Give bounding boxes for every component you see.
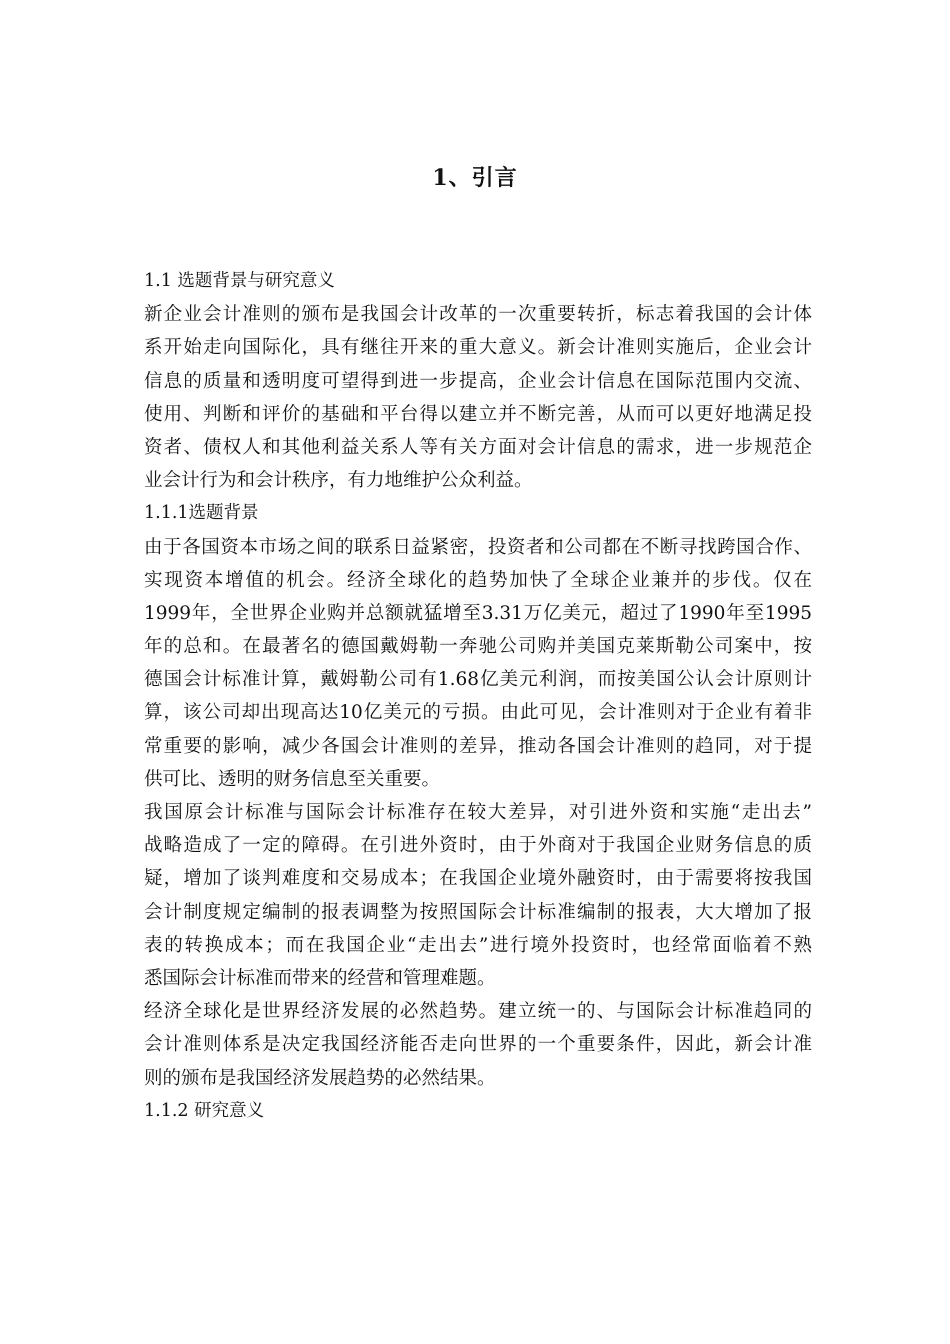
section-heading: 1.1.1选题背景: [144, 503, 259, 524]
document-body: [144, 265, 812, 1128]
paragraph: [144, 531, 812, 797]
paragraph: [144, 298, 812, 497]
text-line: 疑，增加了谈判难度和交易成本；在我国企业境外融资时，由于需要将按我国: [144, 868, 812, 890]
text-line: 算，该公司却出现高达10亿美元的亏损。由此可见，会计准则对于企业有着非: [144, 702, 812, 724]
text-line: 悉国际会计标准而带来的经营和管理难题。: [144, 967, 496, 989]
text-line: 则的颁布是我国经济发展趋势的必然结果。: [144, 1067, 496, 1089]
section-heading: 1.1.2 研究意义: [144, 1100, 265, 1121]
text-line: 经济全球化是世界经济发展的必然趋势。建立统一的、与国际会计标准趋同的: [144, 1001, 812, 1023]
text-line: 新企业会计准则的颁布是我国会计改革的一次重要转折，标志着我国的会计体: [144, 304, 812, 326]
text-line: 德国会计标准计算，戴姆勒公司有1.68亿美元利润，而按美国公认会计原则计: [144, 669, 812, 691]
paragraph: [144, 796, 812, 995]
text-line: 信息的质量和透明度可望得到进一步提高，企业会计信息在国际范围内交流、: [144, 370, 812, 392]
text-line: 1999年，全世界企业购并总额就猛增至3.31万亿美元，超过了1990年至1995: [144, 602, 812, 624]
text-line: 战略造成了一定的障碍。在引进外资时，由于外商对于我国企业财务信息的质: [144, 835, 812, 857]
section-heading: 1.1 选题背景与研究意义: [144, 271, 335, 291]
text-line: 会计准则体系是决定我国经济能否走向世界的一个重要条件，因此，新会计准: [144, 1034, 812, 1056]
text-line: 我国原会计标准与国际会计标准存在较大差异，对引进外资和实施“走出去”: [144, 802, 812, 823]
text-line: 会计制度规定编制的报表调整为按照国际会计标准编制的报表，大大增加了报: [144, 901, 812, 923]
text-line: 系开始走向国际化，具有继往开来的重大意义。新会计准则实施后，企业会计: [144, 337, 812, 359]
text-line: 使用、判断和评价的基础和平台得以建立并不断完善，从而可以更好地满足投: [144, 403, 812, 425]
text-line: 表的转换成本；而在我国企业“走出去”进行境外投资时，也经常面临着不熟: [144, 934, 812, 956]
page-title: 1、引言: [432, 165, 518, 191]
text-line: 年的总和。在最著名的德国戴姆勒一奔驰公司购并美国克莱斯勒公司案中，按: [144, 636, 812, 658]
text-line: 资者、债权人和其他利益关系人等有关方面对会计信息的需求，进一步规范企: [144, 436, 812, 458]
paragraph: [144, 995, 812, 1095]
text-line: 常重要的影响，减少各国会计准则的差异，推动各国会计准则的趋同，对于提: [144, 735, 812, 757]
text-line: 供可比、透明的财务信息至关重要。: [144, 768, 441, 790]
text-line: 实现资本增值的机会。经济全球化的趋势加快了全球企业兼并的步伐。仅在: [144, 569, 812, 591]
text-line: 由于各国资本市场之间的联系日益紧密，投资者和公司都在不断寻找跨国合作、: [144, 536, 812, 558]
text-line: 业会计行为和会计秩序，有力地维护公众利益。: [144, 470, 533, 492]
